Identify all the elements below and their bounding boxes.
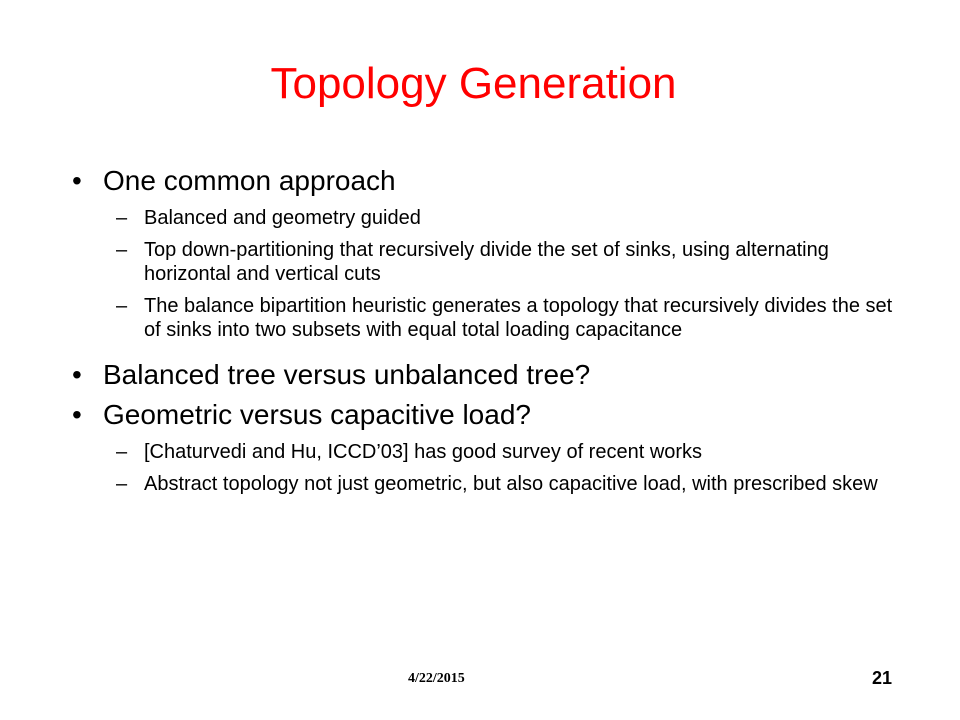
sub-bullet-text: The balance bipartition heuristic generates a topology that recursively divides the set of sinks into two subsets with equal total loading capacitance <box>144 295 893 341</box>
dash-icon: – <box>116 207 128 229</box>
footer-date: 4/22/2015 <box>408 671 465 686</box>
bullet-icon: • <box>72 165 82 196</box>
bullet-item <box>72 164 902 198</box>
sub-bullet-item <box>72 294 902 342</box>
bullet-icon: • <box>72 399 82 430</box>
dash-icon: – <box>116 473 128 495</box>
sub-bullet-text: [Chaturvedi and Hu, ICCD’03] has good survey of recent works <box>144 441 703 463</box>
dash-icon: – <box>116 441 128 463</box>
slide-title: Topology Generation <box>270 59 677 108</box>
sub-bullet-text: Top down-partitioning that recursively divide the set of sinks, using alternating horizontal and vertical cuts <box>144 239 829 285</box>
sub-bullet-item <box>72 472 902 496</box>
page-number: 21 <box>871 668 892 688</box>
sub-bullet-text: Balanced and geometry guided <box>144 207 421 229</box>
sub-bullet-item <box>72 206 902 230</box>
bullet-item <box>72 398 902 432</box>
dash-icon: – <box>116 239 128 261</box>
dash-icon: – <box>116 295 128 317</box>
sub-bullet-text: Abstract topology not just geometric, but also capacitive load, with prescribed skew <box>144 473 878 495</box>
bullet-item <box>72 358 902 392</box>
bullet-text: One common approach <box>103 165 396 196</box>
bullet-text: Balanced tree versus unbalanced tree? <box>103 359 591 390</box>
slide-body <box>72 164 902 496</box>
sub-bullet-list <box>72 440 902 496</box>
sub-bullet-item <box>72 238 902 286</box>
sub-bullet-list <box>72 206 902 342</box>
bullet-text: Geometric versus capacitive load? <box>103 399 531 430</box>
sub-bullet-item <box>72 440 902 464</box>
bullet-icon: • <box>72 359 82 390</box>
